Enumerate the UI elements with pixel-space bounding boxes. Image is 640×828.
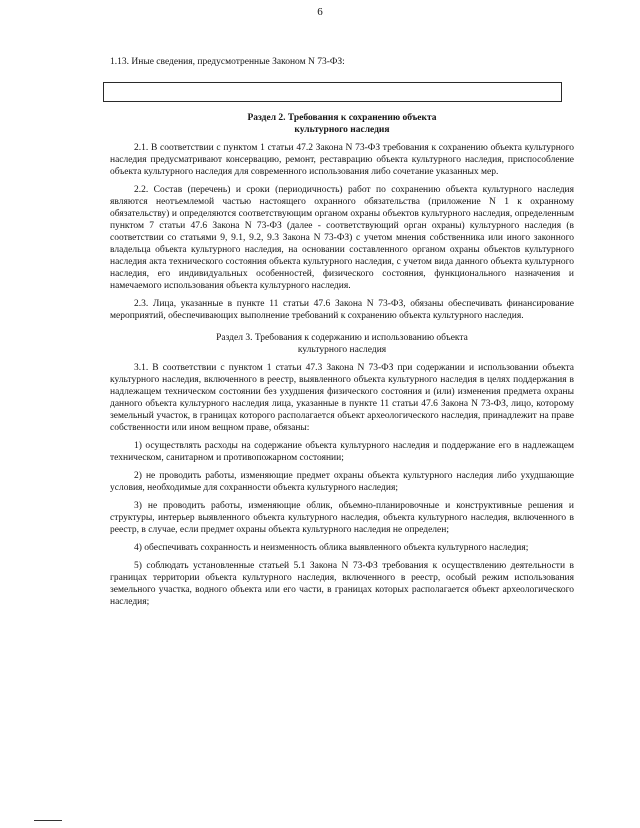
paragraph-3-1: 3.1. В соответствии с пунктом 1 статьи 47.3 Закона N 73-ФЗ при содержании и использовании объекта культурного наследия, включенного в реестр, выявленного объекта культурного наследия в целях поддержания в надлежащем техническом состоянии без ухудшения физического состояния и (или) изменения предмета охраны данного объекта культурного наследия лица, указанные в пункте 11 статьи 47.6 Закона N 73-ФЗ, лицо, которому земельный участок, в границах которого располагается объект археологического наследия, принадлежит на праве собственности или ином вещном праве, обязаны: <box>110 363 574 433</box>
page-number: 6 <box>317 6 323 18</box>
paragraph-2-3: 2.3. Лица, указанные в пункте 11 статьи 47.6 Закона N 73-ФЗ, обязаны обеспечивать финансирование мероприятий, обеспечивающих выполнение требований к сохранению объекта культурного наследия. <box>110 299 574 321</box>
section-3-title-line-2: культурного наследия <box>297 345 387 355</box>
footer-mark <box>34 820 62 821</box>
section-3-title <box>110 332 574 356</box>
blank-info-field <box>103 82 562 102</box>
section-2-title-line-2: культурного наследия <box>294 125 390 135</box>
section-2-title-line-1: Раздел 2. Требования к сохранению объекта <box>247 113 437 123</box>
info-heading: 1.13. Иные сведения, предусмотренные Законом N 73-ФЗ: <box>110 57 345 67</box>
obligation-item-3: 3) не проводить работы, изменяющие облик, объемно-планировочные и конструктивные решения и структуры, интерьер выявленного объекта культурного наследия, объекта культурного наследия, включенного в реестр, в случае, если предмет охраны объекта культурного наследия не определен; <box>110 501 574 535</box>
obligation-item-4: 4) обеспечивать сохранность и неизменность облика выявленного объекта культурного наследия; <box>134 543 529 553</box>
paragraph-2-2: 2.2. Состав (перечень) и сроки (периодичность) работ по сохранению объекта культурного наследия являются неотъемлемой частью настоящего охранного обязательства (приложение N 1 к охранному обязательству) и определяются соответствующим органом охраны объектов культурного наследия, определенным пунктом 7 статьи 47.6 Закона N 73-ФЗ (далее - соответствующий орган охраны) культурного наследия (в соответствии со статьями 9, 9.1, 9.2, 9.3 Закона N 73-ФЗ) с учетом мнения собственника или иного законного владельца объекта культурного наследия, на основании составленного органом охраны объектов культурного наследия акта технического состояния объекта культурного наследия, с учетом вида данного объекта культурного наследия, его индивидуальных особенностей, физического состояния, функционального назначения и намечаемого использования объекта культурного наследия. <box>110 185 574 291</box>
section-2-title <box>110 112 574 136</box>
paragraph-2-1: 2.1. В соответствии с пунктом 1 статьи 47.2 Закона N 73-ФЗ требования к сохранению объекта культурного наследия предусматривают консервацию, ремонт, реставрацию объекта культурного наследия, приспособление объекта культурного наследия для современного использования либо сочетание указанных мер. <box>110 143 574 177</box>
obligation-item-2: 2) не проводить работы, изменяющие предмет охраны объекта культурного наследия либо ухудшающие условия, необходимые для сохранности объекта культурного наследия; <box>110 471 574 493</box>
obligation-item-5: 5) соблюдать установленные статьей 5.1 Закона N 73-ФЗ требования к осуществлению деятельности в границах территории объекта культурного наследия, включенного в реестр, особый режим использования земельного участка, водного объекта или его части, в границах которых располагается объект археологического наследия; <box>110 561 574 607</box>
document-body <box>110 56 574 614</box>
obligation-item-1: 1) осуществлять расходы на содержание объекта культурного наследия и поддержание его в надлежащем техническом, санитарном и противопожарном состоянии; <box>110 441 574 463</box>
section-3-title-line-1: Раздел 3. Требования к содержанию и использованию объекта <box>216 333 468 343</box>
